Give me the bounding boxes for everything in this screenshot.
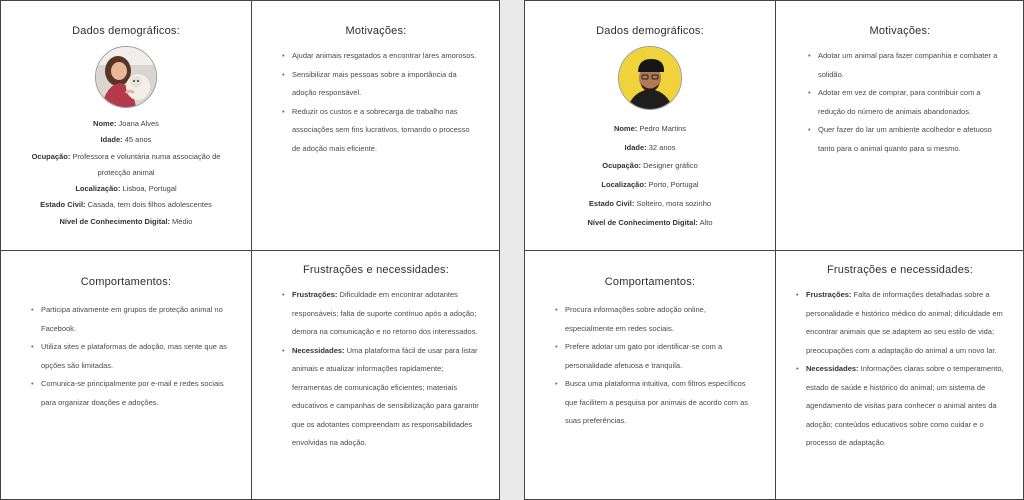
behaviors-section: [525, 251, 775, 500]
motivations-section: [776, 1, 1024, 250]
list-item: • Comunica-se principalmente por e-mail e redes sociais para organizar doações e adoções.: [31, 375, 229, 412]
frustrations-section: [252, 251, 500, 500]
list-item: • Ajudar animais resgatados a encontrar lares amorosos.: [282, 47, 478, 66]
motivations-section: [252, 1, 500, 250]
list-item: • Adotar em vez de comprar, para contribuir com a redução do número de animais abandonados.: [808, 84, 1002, 121]
persona-card-joana: [0, 0, 500, 500]
motivations-list: [776, 47, 1024, 158]
frustrations-section: [776, 251, 1024, 500]
demo-field-digital-level: Nível de Conhecimento Digital: Médio: [59, 216, 193, 226]
demographics-section: [1, 1, 251, 250]
man-with-cap-photo-icon: [619, 47, 681, 109]
demo-field-occupation: Ocupação: Professora e voluntária numa associação de protecção animal: [31, 151, 221, 177]
list-item: • Participa ativamente em grupos de proteção animal no Facebook.: [31, 301, 229, 338]
demo-field-age: Idade: 32 anos: [624, 142, 676, 152]
list-item: • Necessidades: Uma plataforma fácil de usar para listar animais e atualizar informações rapidamente; ferramentas de comunicação eficientes; materiais educativos e campanhas de sensibilização para garantir que os adotantes compreendam as responsabilidades envolvidas na adoção.: [282, 342, 484, 453]
demo-field-age: Idade: 45 anos: [100, 135, 152, 145]
behaviors-list: [1, 301, 251, 412]
list-item: • Necessidades: Informações claras sobre o temperamento, estado de saúde e histórico do animal; um sistema de agendamento de visitas para conhecer o animal antes da adoção; conteúdos educativos sobre como cuidar e o processo de adaptação.: [796, 360, 1012, 453]
list-item: • Adotar um animal para fazer companhia e combater a solidão.: [808, 47, 1002, 84]
demo-field-occupation: Ocupação: Designer gráfico: [602, 161, 698, 171]
motivations-title: Motivações:: [869, 25, 931, 37]
frustrations-title: Frustrações e necessidades:: [302, 264, 450, 276]
frustrations-title: Frustrações e necessidades:: [826, 264, 974, 276]
motivations-title: Motivações:: [345, 25, 407, 37]
behaviors-section: [1, 251, 251, 500]
demo-field-location: Localização: Porto, Portugal: [601, 180, 699, 190]
demographics-title: Dados demográficos:: [72, 25, 180, 37]
demographics-list: [525, 120, 775, 232]
list-item: • Frustrações: Dificuldade em encontrar adotantes responsáveis; falta de suporte contínuo após a adoção; demora na comunicação e no retorno dos interessados.: [282, 286, 484, 342]
demo-field-civil-status: Estado Civil: Casada, tem dois filhos adolescentes: [40, 200, 212, 210]
list-item: • Busca uma plataforma intuitiva, com filtros específicos que facilitem a pesquisa por animais de acordo com as suas preferências.: [555, 375, 753, 431]
demo-field-name: Nome: Pedro Martins: [613, 124, 687, 133]
demo-field-location: Localização: Lisboa, Portugal: [75, 184, 177, 194]
frustrations-list: [252, 286, 500, 453]
demographics-section: [525, 1, 775, 250]
behaviors-title: Comportamentos:: [604, 276, 696, 288]
list-item: • Quer fazer do lar um ambiente acolhedor e afetuoso tanto para o animal quanto para si mesmo.: [808, 121, 1002, 158]
woman-with-dog-photo-icon: [96, 47, 156, 107]
frustrations-list: [776, 286, 1024, 453]
persona-card-pedro: [524, 0, 1024, 500]
demo-field-civil-status: Estado Civil: Solteiro, mora sozinho: [588, 198, 712, 208]
avatar-pedro: [618, 46, 682, 110]
demo-field-digital-level: Nível de Conhecimento Digital: Alto: [587, 217, 713, 227]
demo-field-name: Nome: Joana Alves: [93, 119, 159, 128]
list-item: • Sensibilizar mais pessoas sobre a importância da adoção responsável.: [282, 66, 478, 103]
list-item: • Utiliza sites e plataformas de adoção, mas sente que as opções são limitadas.: [31, 338, 229, 375]
list-item: • Prefere adotar um gato por identificar-se com a personalidade afetuosa e tranquila.: [555, 338, 753, 375]
list-item: • Reduzir os custos e a sobrecarga de trabalho nas associações sem fins lucrativos, tornando o processo de adoção mais eficiente.: [282, 103, 478, 159]
avatar-joana: [95, 46, 157, 108]
demographics-list: [1, 116, 251, 230]
behaviors-list: [525, 301, 775, 431]
list-item: • Procura informações sobre adoção online, especialmente em redes sociais.: [555, 301, 753, 338]
motivations-list: [252, 47, 500, 158]
demographics-title: Dados demográficos:: [596, 25, 704, 37]
behaviors-title: Comportamentos:: [80, 276, 172, 288]
list-item: • Frustrações: Falta de informações detalhadas sobre a personalidade e histórico médico do animal; dificuldade em encontrar animais que se adaptem ao seu estilo de vida; preocupações com a adaptação do animal a um novo lar.: [796, 286, 1012, 360]
